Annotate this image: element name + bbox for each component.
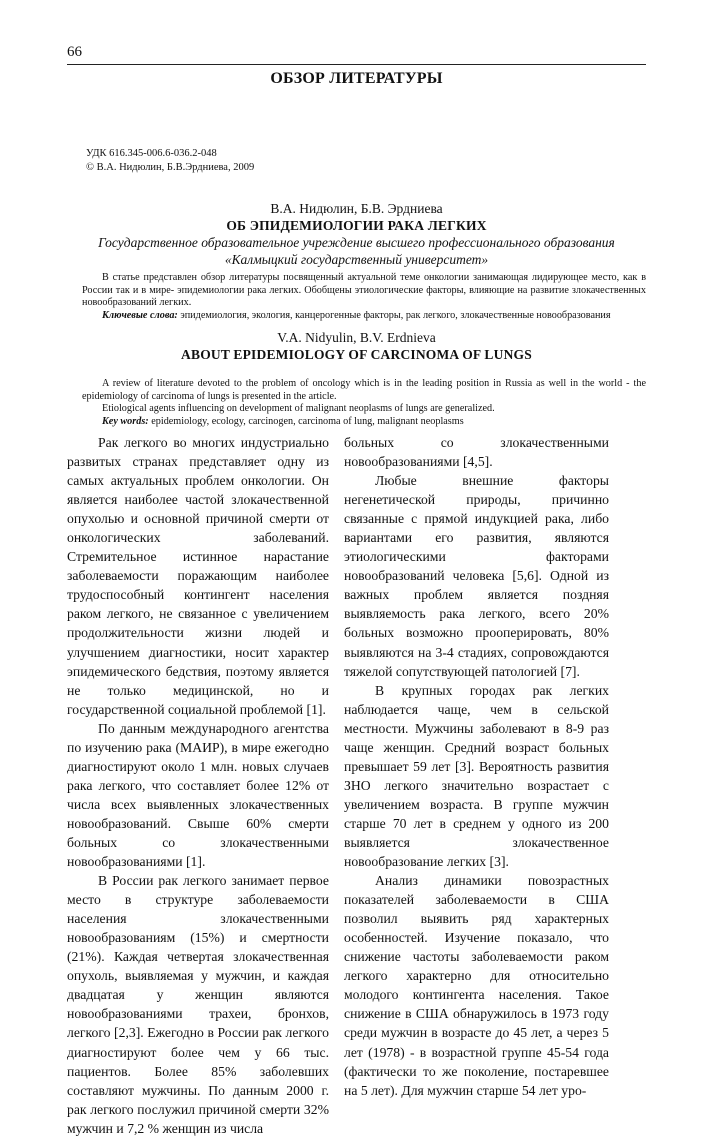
header-rule [67,64,646,65]
body-column-right [344,433,609,1100]
body-paragraph: Любые внешние факторы негенетической природы, причинно связанные с прямой индукцией рака, либо вариантами его развития, являются этиологическими факторами новообразований человека [5,6]. Одной из важных проблем является поздняя выявляемость рака легкого, всего 20% больных возможно прооперировать, 80% выявляются на 3-4 стадиях, сопровождаются тяжелой сопутствующей патологией [7]. [344,473,609,679]
abstract-en-text-2: Etiological agents influencing on development of malignant neoplasms of lungs are generalized. [102,403,495,414]
body-paragraph: Анализ динамики повозрастных показателей заболеваемости в США позволил выявить ряд характерных особенностей. Изучение показало, что снижение частоты заболеваемости раком легкого характерно для относительно молодого контингента населения. Такое снижение в США обнаружилось в 1973 году среди мужчин в возрасте до 45 лет, а через 5 лет (1978) - в возрастной группе 45-54 года (фактически то же поколение, постаревшее на 5 лет). Для мужчин старше 54 лет уро- [344,873,609,1098]
abstract-en-text-1: A review of literature devoted to the problem of oncology which is in the leading position in Russia as well in the world - the epidemiology of carcinoma of lungs is presented in the article. [82,378,646,402]
article-meta [86,147,254,175]
body-paragraph: Рак легкого во многих индустриально развитых странах представляет одну из самых актуальных проблем онкологии. Он является наиболее частой злокачественной опухолью и основной причиной смерти от онкологических заболеваний. Стремительное истинное нарастание заболеваемости поражающим наиболее трудоспособный контингент населения раком легкого, не связанное с увеличением продолжительности жизни людей и улучшением диагностики, носит характер эпидемического бедствия, поэтому является не только медицинской, но и государственной социальной проблемой [1]. [67,435,329,717]
affiliation-line-2: «Калмыцкий государственный университет» [224,252,489,267]
body-paragraph: В России рак легкого занимает первое место в структуре заболеваемости населения злокачественными новообразованиям (15%) и смертности (21%). Каждая четвертая злокачественная опухоль, выявляемая у мужчин, и каждая двадцатая у женщин являются новообразованиями трахеи, бронхов, легкого [2,3]. Ежегодно в России рак легкого диагностируют более чем у 66 тыс. пациентов. Более 85% заболевших составляют мужчины. По данным 2000 г. рак легкого послужил причиной смерти 32% мужчин и 7,2 % женщин из числа [67,873,329,1136]
copyright-line: © В.А. Нидюлин, Б.В.Эрдниева, 2009 [86,162,255,173]
keywords-label-ru: Ключевые слова: [102,309,178,321]
english-header [67,329,646,363]
authors-ru: В.А. Нидюлин, Б.В. Эрдниева [270,201,443,216]
article-title-ru: ОБ ЭПИДЕМИОЛОГИИ РАКА ЛЕГКИХ [226,218,487,233]
keywords-list-en: epidemiology, ecology, carcinogen, carcinoma of lung, malignant neoplasms [148,415,464,427]
keywords-en [82,416,646,429]
body-paragraph: В крупных городах рак легких наблюдается чаще, чем в сельской местности. Мужчины заболевают в 8-9 раз чаще женщин. Средний возраст больных превышает 59 лет [3]. Вероятность развития ЗНО легкого значительно возрастает с увеличением возраста. В группе мужчин старше 70 лет в среднем у одного из 200 выявляется злокачественное новообразование легких [3]. [344,682,609,870]
body-paragraph: По данным международного агентства по изучению рака (МАИР), в мире ежегодно диагностируют около 1 млн. новых случаев рака легкого, что составляет более 12% от числа всех выявленных злокачественных новообразований. Свыше 60% смерти больных со злокачественными новообразованиями [1]. [67,720,329,870]
abstract-ru-text: В статье представлен обзор литературы посвященный актуальной теме онкологии занимающая лидирующее место, как в России так и в мире- эпидемиологии рака легких. Обобщены этиологические факторы, влияющие на развитие злокачественных новообразований легких. [82,272,646,308]
body-column-left [67,433,329,1138]
russian-header [67,200,646,268]
keywords-list-ru: эпидемиология, экология, канцерогенные факторы, рак легкого, злокачественные новообразования [177,309,611,321]
article-title-en: ABOUT EPIDEMIOLOGY OF CARCINOMA OF LUNGS [181,347,532,362]
keywords-ru [82,310,646,323]
abstract-en [82,378,646,428]
udc-code: УДК 616.345-006.6-036.2-048 [86,148,217,159]
page-number: 66 [67,44,82,60]
abstract-ru [82,272,646,322]
affiliation-line-1: Государственное образовательное учреждение высшего профессионального образования [98,235,615,250]
keywords-label-en: Key words: [102,415,149,427]
body-paragraph-continued: больных со злокачественными новообразованиями [4,5]. [344,435,609,470]
section-title: ОБЗОР ЛИТЕРАТУРЫ [270,70,443,87]
authors-en: V.A. Nidyulin, B.V. Erdnieva [277,330,436,345]
